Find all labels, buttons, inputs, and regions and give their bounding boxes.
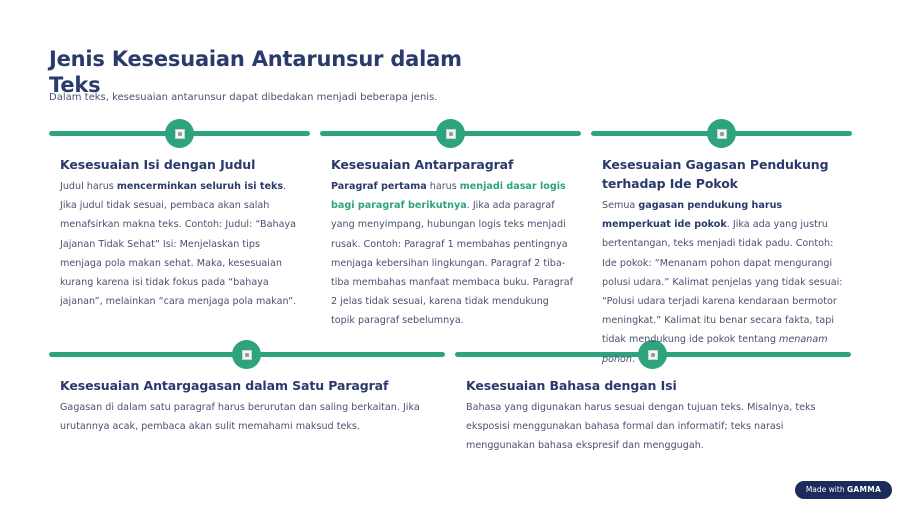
- card-gagasan-pendukung: [602, 155, 847, 369]
- card-body: Bahasa yang digunakan harus sesuai dengan tujuan teks. Misalnya, teks eksposisi menggunakan bahasa formal dan informatif; teks narasi menggunakan bahasa ekspresif dan menggugah.: [466, 402, 816, 452]
- text-run: harus: [426, 181, 460, 192]
- card-antarparagraf: [331, 155, 573, 331]
- page-title: Jenis Kesesuaian Antarunsur dalam Teks: [49, 47, 462, 97]
- timeline-node-4: [232, 340, 261, 369]
- badge-prefix: Made with: [805, 485, 845, 494]
- emphasis-text: mencerminkan seluruh isi teks: [116, 181, 284, 192]
- image-placeholder-icon: [175, 129, 185, 139]
- card-heading: Kesesuaian Isi dengan Judul: [60, 157, 256, 172]
- text-run: . Jika ada paragraf yang menyimpang, hubungan logis teks menjadi rusak. Contoh: Paragraf 1 membahas pentingnya menjaga kebersihan lingkungan. Paragraf 2 tiba-tiba membahas manfaat membaca buku. Paragraf 2 jelas tidak sesuai, karena tidak mendukung topik paragraf sebelumnya.: [331, 200, 573, 327]
- emphasis-text: gagasan pendukung harus memperkuat ide pokok: [602, 200, 783, 231]
- card-body: [602, 196, 847, 369]
- card-isi-judul: [60, 155, 300, 311]
- text-run: .: [632, 353, 636, 365]
- timeline-node-1: [165, 119, 194, 148]
- emphasis-text: Paragraf pertama: [331, 181, 427, 192]
- image-placeholder-icon: [446, 129, 456, 139]
- card-body: [60, 177, 300, 311]
- card-bahasa-isi: [466, 376, 846, 456]
- card-body: [331, 177, 573, 331]
- text-run: Judul harus: [60, 181, 117, 192]
- timeline-node-3: [707, 119, 736, 148]
- text-run: . Jika ada yang justru bertentangan, teks menjadi tidak padu. Contoh: Ide pokok: “Menanam pohon dapat mengurangi polusi udara.” Kalimat penjelas yang tidak sesuai: “Polusi udara terjadi karena kendaraan bermotor meningkat.” Kalimat itu benar secara fakta, tapi tidak mendukung ide pokok tentang: [602, 219, 843, 346]
- highlight-text: menjadi dasar logis bagi paragraf berikutnya: [331, 181, 566, 212]
- image-placeholder-icon: [242, 350, 252, 360]
- text-run: . Jika judul tidak sesuai, pembaca akan salah menafsirkan makna teks. Contoh: Judul: “Bahaya Jajanan Tidak Sehat” Isi: Menjelaskan tips menjaga pola makan sehat. Maka, kesesuaian kurang karena isi tidak fokus pada “bahaya jajanan”, melainkan “cara menjaga pola makan”.: [60, 181, 297, 308]
- page-subtitle: Dalam teks, kesesuaian antarunsur dapat dibedakan menjadi beberapa jenis.: [49, 92, 438, 103]
- timeline-node-2: [436, 119, 465, 148]
- made-with-gamma-badge[interactable]: [795, 481, 892, 499]
- card-heading: Kesesuaian Bahasa dengan Isi: [466, 378, 677, 393]
- card-heading: Kesesuaian Gagasan Pendukung terhadap Ide Pokok: [602, 157, 829, 191]
- card-body: Gagasan di dalam satu paragraf harus berurutan dan saling berkaitan. Jika urutannya acak, pembaca akan sulit memahami maksud teks.: [60, 402, 420, 433]
- gamma-logo-text: GAMMA: [846, 485, 882, 494]
- italic-text: menanam pohon: [602, 334, 828, 365]
- image-placeholder-icon: [717, 129, 727, 139]
- card-heading: Kesesuaian Antarparagraf: [331, 157, 514, 172]
- text-run: Semua: [602, 200, 639, 211]
- card-antargagasan: [60, 376, 440, 436]
- card-heading: Kesesuaian Antargagasan dalam Satu Paragraf: [60, 378, 389, 393]
